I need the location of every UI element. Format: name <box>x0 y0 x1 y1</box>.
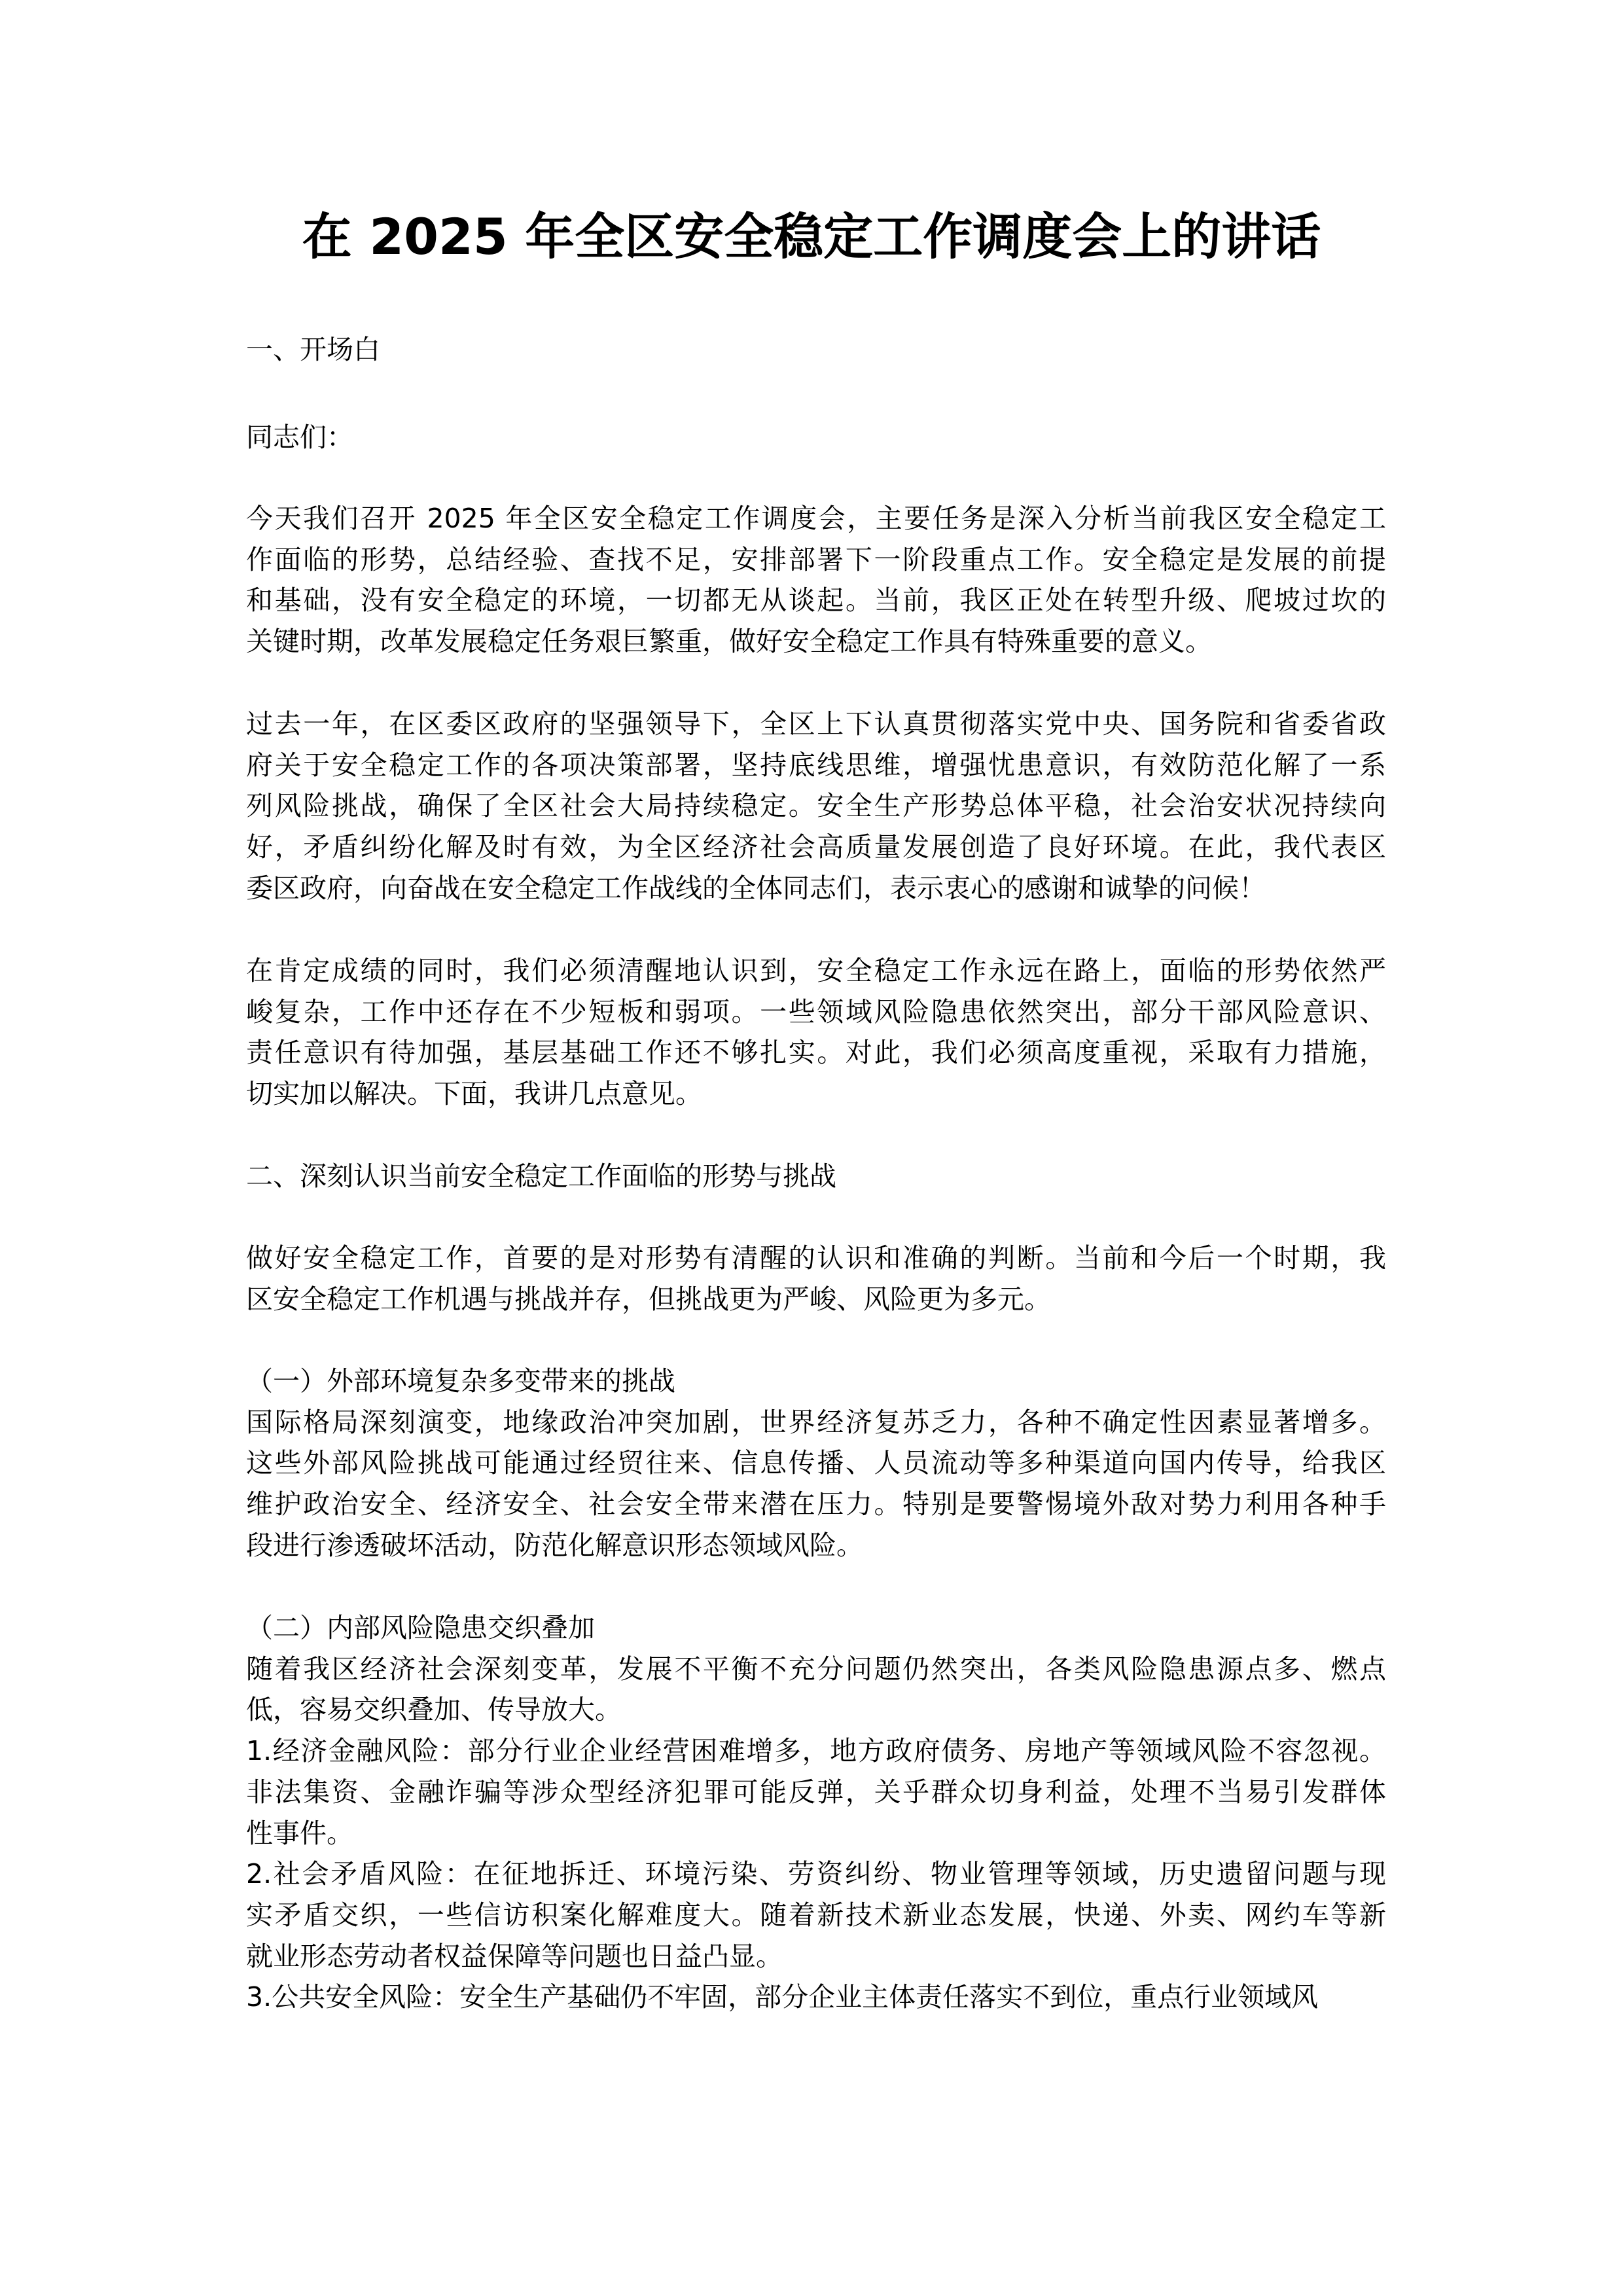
paragraph-line: 维护政治安全、经济安全、社会安全带来潜在压力。特别是要警惕境外敌对势力利用各种手 <box>246 1488 1386 1520</box>
subsection-heading: （二）内部风险隐患交织叠加 <box>246 1612 595 1643</box>
paragraph-review <box>246 704 1386 909</box>
paragraph-line: 关键时期，改革发展稳定任务艰巨繁重，做好安全稳定工作具有特殊重要的意义。 <box>246 626 1212 658</box>
paragraph-line: 区安全稳定工作机遇与挑战并存，但挑战更为严峻、风险更为多元。 <box>246 1283 1051 1315</box>
paragraph-line: 国际格局深刻演变，地缘政治冲突加剧，世界经济复苏乏力，各种不确定性因素显著增多。 <box>246 1406 1386 1438</box>
salutation: 同志们： <box>246 422 353 453</box>
subsection-external <box>246 1361 1386 1566</box>
paragraph-situation <box>246 1238 1386 1319</box>
paragraph-line: 今天我们召开 2025 年全区安全稳定工作调度会，主要任务是深入分析当前我区安全稳定工 <box>246 503 1386 534</box>
paragraph-line: 随着我区经济社会深刻变革，发展不平衡不充分问题仍然突出，各类风险隐患源点多、燃点 <box>246 1653 1386 1685</box>
paragraph-line: 峻复杂，工作中还存在不少短板和弱项。一些领域风险隐患依然突出，部分干部风险意识、 <box>246 996 1386 1028</box>
list-item-line: 1.经济金融风险：部分行业企业经营困难增多，地方政府债务、房地产等领域风险不容忽视。 <box>246 1735 1386 1767</box>
list-item-line: 3.公共安全风险：安全生产基础仍不牢固，部分企业主体责任落实不到位，重点行业领域风 <box>246 1981 1319 2013</box>
paragraph-problems <box>246 950 1386 1115</box>
paragraph-line: 在肯定成绩的同时，我们必须清醒地认识到，安全稳定工作永远在路上，面临的形势依然严 <box>246 955 1386 986</box>
paragraph-line: 府关于安全稳定工作的各项决策部署，坚持底线思维，增强忧患意识，有效防范化解了一系 <box>246 749 1386 781</box>
list-item-line: 实矛盾交织，一些信访积案化解难度大。随着新技术新业态发展，快递、外卖、网约车等新 <box>246 1899 1386 1931</box>
paragraph-intro <box>246 498 1386 662</box>
paragraph-line: 这些外部风险挑战可能通过经贸往来、信息传播、人员流动等多种渠道向国内传导，给我区 <box>246 1447 1386 1479</box>
paragraph-line: 段进行渗透破坏活动，防范化解意识形态领域风险。 <box>246 1529 863 1561</box>
subsection-internal <box>246 1607 1386 2018</box>
paragraph-line: 委区政府，向奋战在安全稳定工作战线的全体同志们，表示衷心的感谢和诚挚的问候！ <box>246 872 1266 904</box>
paragraph-line: 好，矛盾纠纷化解及时有效，为全区经济社会高质量发展创造了良好环境。在此，我代表区 <box>246 831 1386 863</box>
section-heading-situation: 二、深刻认识当前安全稳定工作面临的形势与挑战 <box>246 1160 836 1192</box>
paragraph-line: 列风险挑战，确保了全区社会大局持续稳定。安全生产形势总体平稳，社会治安状况持续向 <box>246 790 1386 822</box>
paragraph-line: 低，容易交织叠加、传导放大。 <box>246 1694 622 1726</box>
paragraph-line: 做好安全稳定工作，首要的是对形势有清醒的认识和准确的判断。当前和今后一个时期，我 <box>246 1242 1386 1274</box>
subsection-heading: （一）外部环境复杂多变带来的挑战 <box>246 1365 675 1397</box>
section-heading-opening: 一、开场白 <box>246 334 380 365</box>
paragraph-line: 过去一年，在区委区政府的坚强领导下，全区上下认真贯彻落实党中央、国务院和省委省政 <box>246 708 1386 740</box>
paragraph-line: 切实加以解决。下面，我讲几点意见。 <box>246 1078 702 1110</box>
paragraph-line: 责任意识有待加强，基层基础工作还不够扎实。对此，我们必须高度重视，采取有力措施， <box>246 1037 1386 1069</box>
list-item-line: 性事件。 <box>246 1817 353 1849</box>
list-item-line: 非法集资、金融诈骗等涉众型经济犯罪可能反弹，关乎群众切身利益，处理不当易引发群体 <box>246 1776 1386 1808</box>
document-title: 在 2025 年全区安全稳定工作调度会上的讲话 <box>302 207 1321 266</box>
list-item-line: 2.社会矛盾风险：在征地拆迁、环境污染、劳资纠纷、物业管理等领域，历史遗留问题与现 <box>246 1858 1386 1890</box>
paragraph-line: 作面临的形势，总结经验、查找不足，安排部署下一阶段重点工作。安全稳定是发展的前提 <box>246 543 1386 575</box>
paragraph-line: 和基础，没有安全稳定的环境，一切都无从谈起。当前，我区正处在转型升级、爬坡过坎的 <box>246 584 1386 617</box>
list-item-line: 就业形态劳动者权益保障等问题也日益凸显。 <box>246 1940 783 1972</box>
